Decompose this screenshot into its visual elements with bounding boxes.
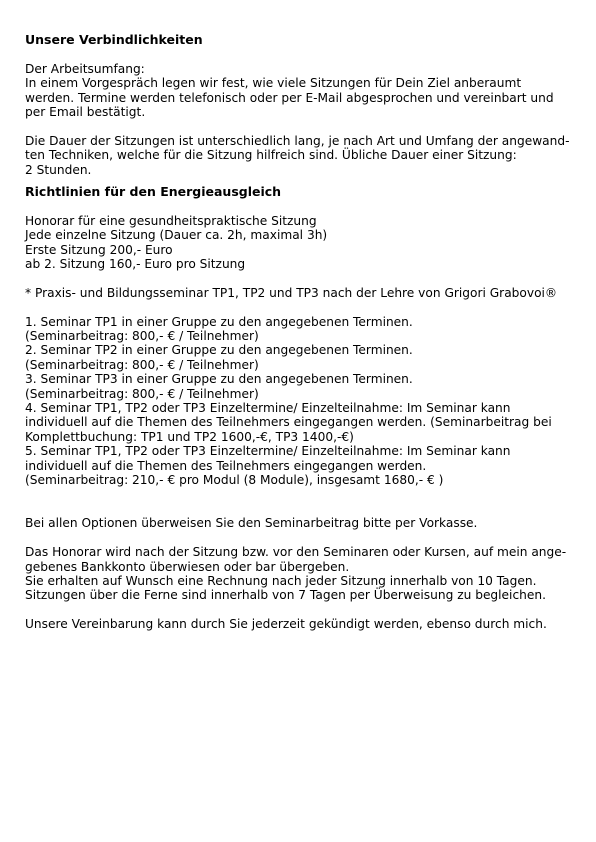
spacer [25,271,585,285]
arbeitsumfang-line: per Email bestätigt. [25,105,146,120]
honorar-line: Honorar für eine gesundheitspraktische Sitzung [25,213,317,228]
seminar-line: (Seminarbeitrag: 800,- € / Teilnehmer) [25,357,259,372]
zahlung-line: gebenes Bankkonto überwiesen oder bar übergeben. [25,559,350,574]
spacer [25,199,585,213]
seminar-line: 2. Seminar TP2 in einer Gruppe zu den angegebenen Terminen. [25,343,413,358]
honorar-line: Jede einzelne Sitzung (Dauer ca. 2h, maximal 3h) [25,228,328,243]
spacer [25,488,585,502]
seminar-line: 5. Seminar TP1, TP2 oder TP3 Einzeltermine/ Einzelteilnahme: Im Seminar kann [25,444,511,459]
arbeitsumfang-label: Der Arbeitsumfang: [25,61,145,76]
seminar-line: (Seminarbeitrag: 800,- € / Teilnehmer) [25,386,259,401]
seminar-line: 4. Seminar TP1, TP2 oder TP3 Einzeltermine/ Einzelteilnahme: Im Seminar kann [25,401,511,416]
zahlung-line: Das Honorar wird nach der Sitzung bzw. vor den Seminaren oder Kursen, auf mein ange- [25,545,567,560]
seminar-line: individuell auf die Themen des Teilnehmers eingegangen werden. [25,458,427,473]
heading-energieausgleich: Richtlinien für den Energieausgleich [25,184,282,200]
document-page [25,33,585,632]
seminar-line: (Seminarbeitrag: 210,- € pro Modul (8 Module), insgesamt 1680,- € ) [25,473,444,488]
seminar-line: 3. Seminar TP3 in einer Gruppe zu den angegebenen Terminen. [25,372,413,387]
section-seminars [25,315,585,488]
dauer-line: ten Techniken, welche für die Sitzung hilfreich sind. Übliche Dauer einer Sitzung: [25,148,517,163]
spacer [25,531,585,545]
section-dauer [25,134,585,177]
heading-verbindlichkeiten: Unsere Verbindlichkeiten [25,32,203,47]
zahlung-line: Sie erhalten auf Wunsch eine Rechnung nach jeder Sitzung innerhalb von 10 Tagen. [25,573,537,588]
kuendigung-note: Unsere Vereinbarung kann durch Sie jederzeit gekündigt werden, ebenso durch mich. [25,617,547,632]
section-arbeitsumfang [25,62,585,120]
dauer-line: 2 Stunden. [25,162,92,177]
honorar-line: ab 2. Sitzung 160,- Euro pro Sitzung [25,257,246,272]
spacer [25,502,585,516]
seminar-line: individuell auf die Themen des Teilnehmers eingegangen werden. (Seminarbeitrag bei [25,415,552,430]
honorar-line: Erste Sitzung 200,- Euro [25,242,173,257]
section-zahlung [25,545,585,603]
seminar-intro: * Praxis- und Bildungsseminar TP1, TP2 und TP3 nach der Lehre von Grigori Grabovoi® [25,285,558,300]
seminar-line: 1. Seminar TP1 in einer Gruppe zu den angegebenen Terminen. [25,314,413,329]
seminar-line: Komplettbuchung: TP1 und TP2 1600,-€, TP3 1400,-€) [25,429,354,444]
section-honorar [25,214,585,272]
arbeitsumfang-line: In einem Vorgespräch legen wir fest, wie viele Sitzungen für Dein Ziel anberaumt [25,76,522,91]
spacer [25,603,585,617]
arbeitsumfang-line: werden. Termine werden telefonisch oder per E-Mail abgesprochen und vereinbart und [25,90,554,105]
zahlung-line: Sitzungen über die Ferne sind innerhalb von 7 Tagen per Überweisung zu begleichen. [25,588,546,603]
spacer [25,47,585,61]
dauer-line: Die Dauer der Sitzungen ist unterschiedlich lang, je nach Art und Umfang der angewand- [25,133,570,148]
vorkasse-note: Bei allen Optionen überweisen Sie den Seminarbeitrag bitte per Vorkasse. [25,516,478,531]
spacer [25,300,585,314]
spacer [25,119,585,133]
seminar-line: (Seminarbeitrag: 800,- € / Teilnehmer) [25,329,259,344]
